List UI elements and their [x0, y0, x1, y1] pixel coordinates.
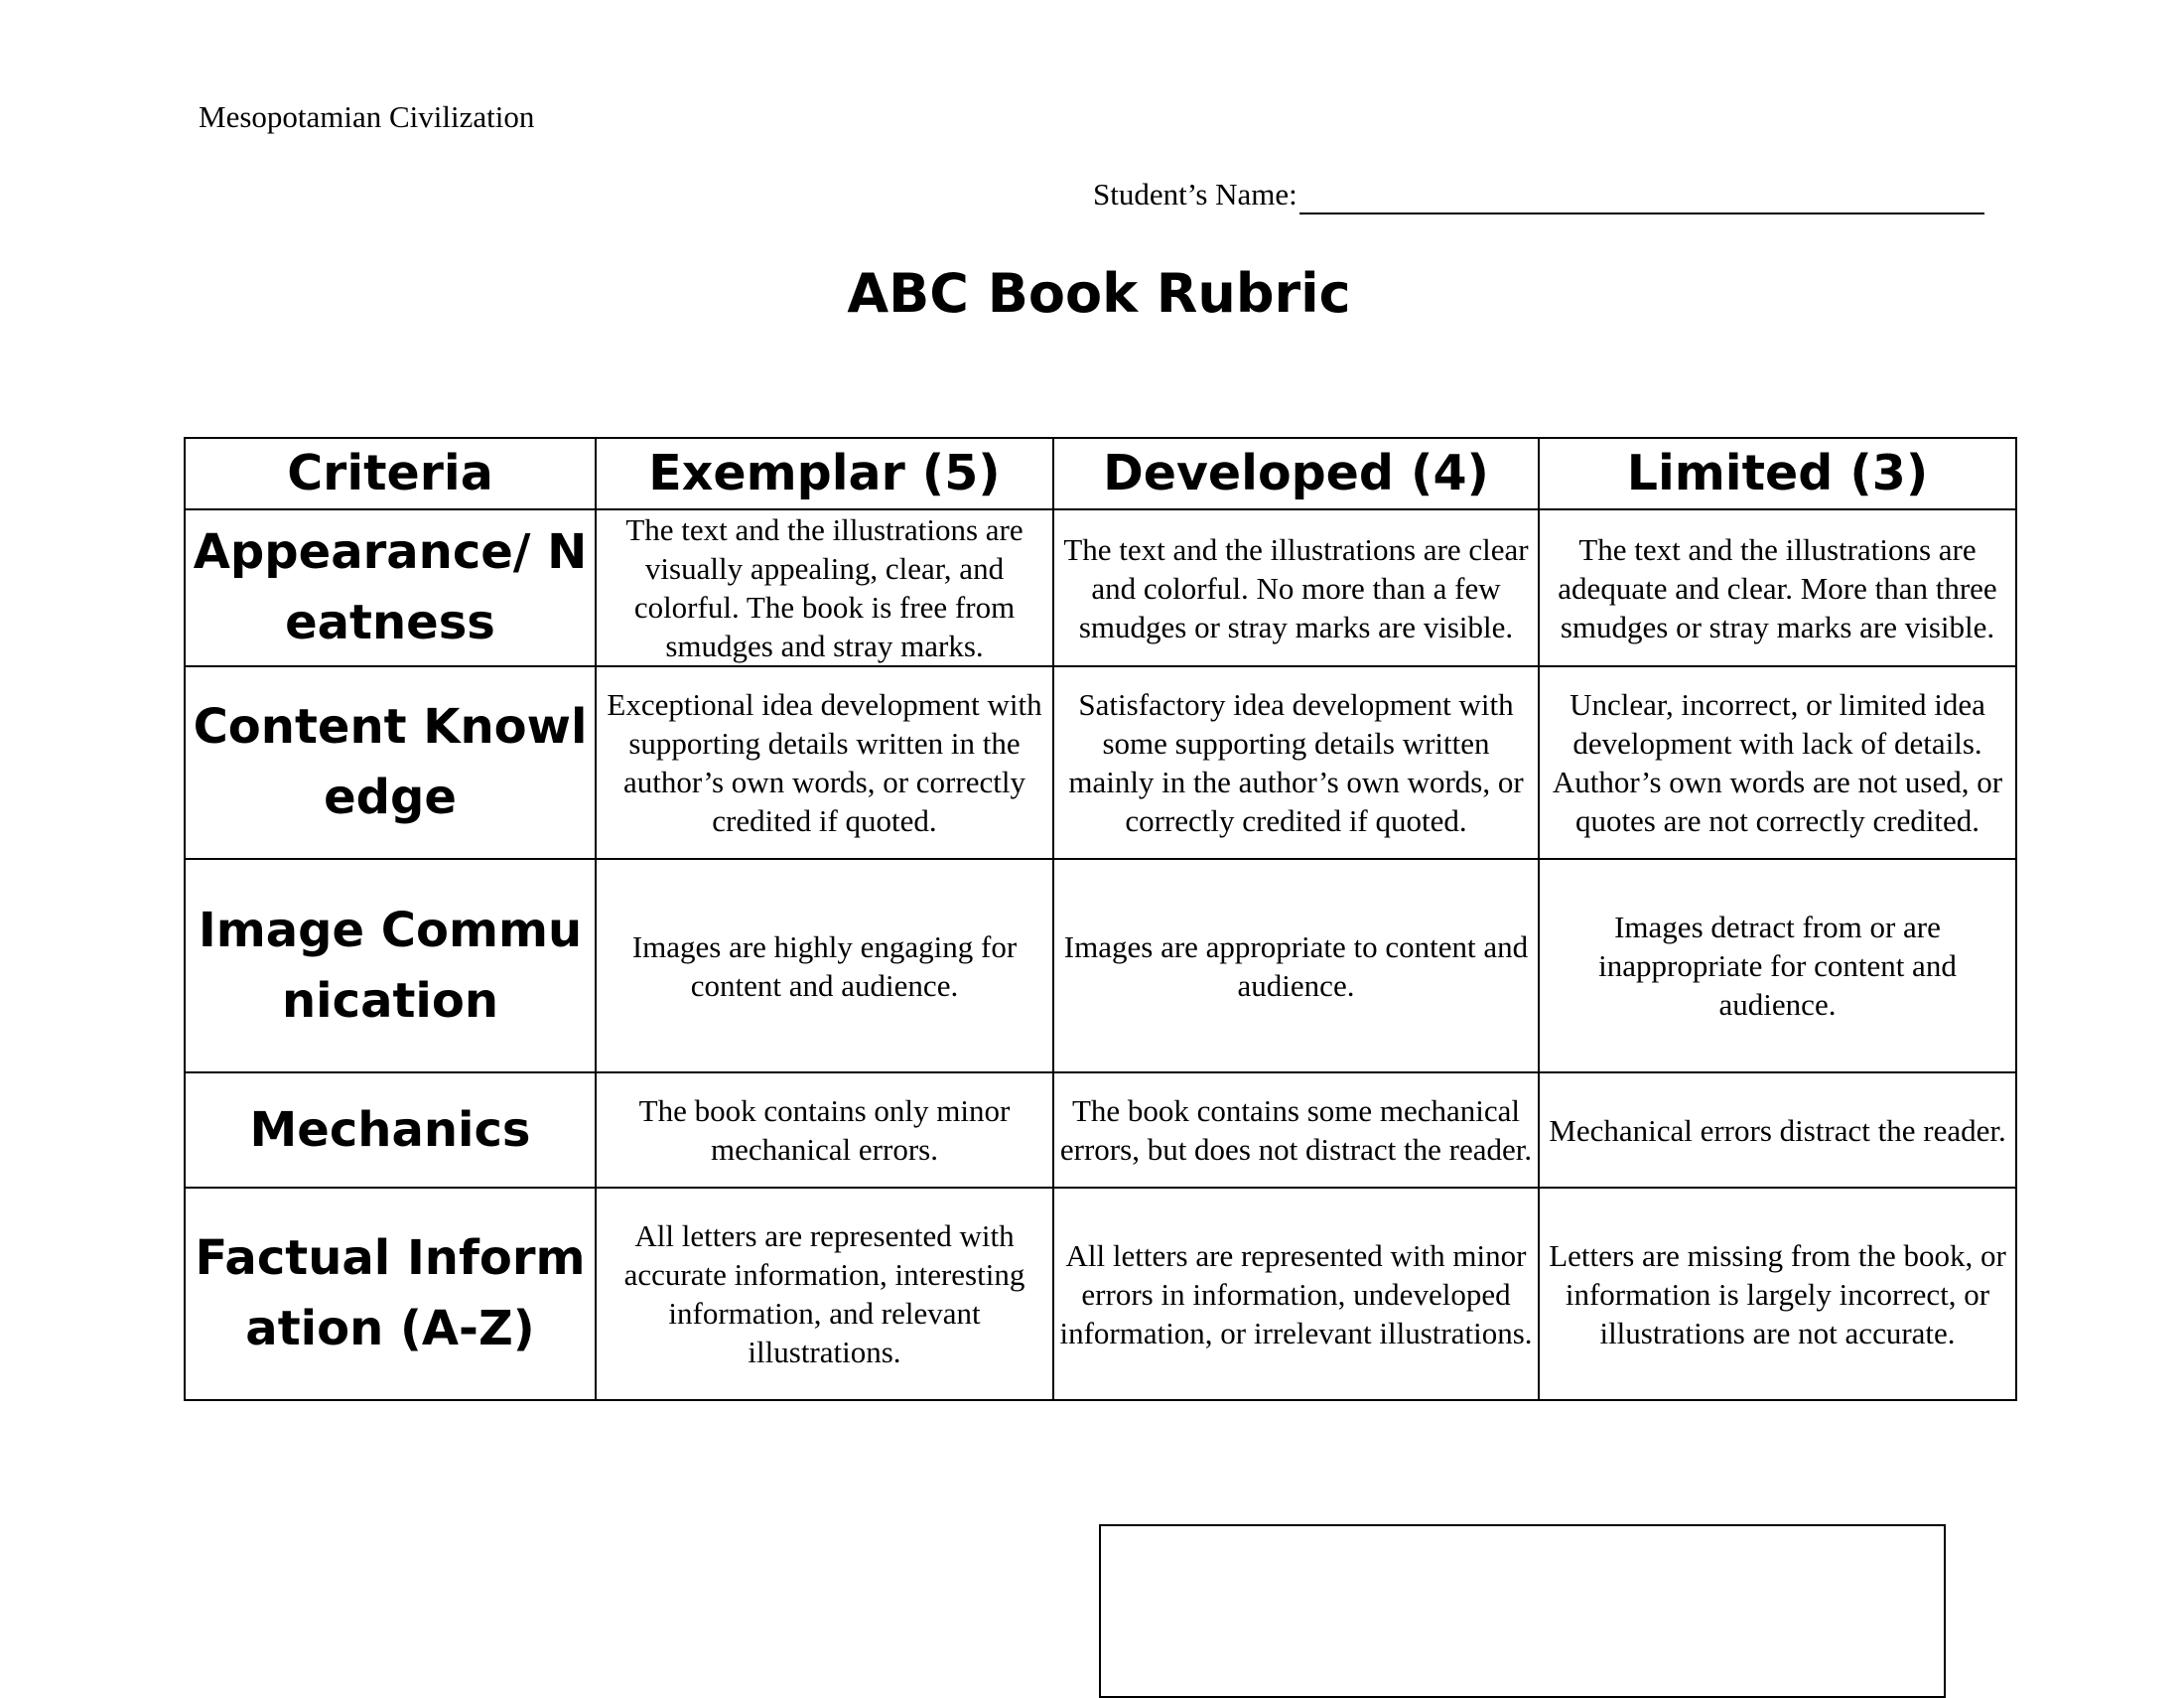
exemplar-cell: The text and the illustrations are visually appealing, clear, and colorful. The book is free from smudges and stray marks. — [596, 509, 1053, 666]
student-name-label: Student’s Name: — [1093, 177, 1297, 212]
developed-cell: The book contains some mechanical errors, but does not distract the reader. — [1053, 1072, 1539, 1188]
score-box — [1099, 1524, 1946, 1698]
developed-cell: All letters are represented with minor errors in information, undeveloped information, or irrelevant illustrations. — [1053, 1188, 1539, 1400]
exemplar-cell: Images are highly engaging for content and audience. — [596, 859, 1053, 1072]
student-name-blank — [1299, 183, 1984, 214]
table-row — [185, 1188, 2016, 1400]
limited-cell: Mechanical errors distract the reader. — [1539, 1072, 2016, 1188]
column-header-limited: Limited (3) — [1539, 438, 2016, 509]
column-header-developed: Developed (4) — [1053, 438, 1539, 509]
developed-cell: Images are appropriate to content and audience. — [1053, 859, 1539, 1072]
document-title: ABC Book Rubric — [847, 262, 1351, 325]
criteria-cell: Image Communication — [185, 859, 596, 1072]
table-row — [185, 859, 2016, 1072]
criteria-cell: Content Knowledge — [185, 666, 596, 859]
rubric-header-row — [185, 438, 2016, 509]
criteria-cell: Factual Information (A-Z) — [185, 1188, 596, 1400]
criteria-cell: Mechanics — [185, 1072, 596, 1188]
developed-cell: Satisfactory idea development with some supporting details written mainly in the author’s own words, or correctly credited if quoted. — [1053, 666, 1539, 859]
column-header-exemplar: Exemplar (5) — [596, 438, 1053, 509]
limited-cell: Unclear, incorrect, or limited idea development with lack of details. Author’s own words are not used, or quotes are not correctly credited. — [1539, 666, 2016, 859]
developed-cell: The text and the illustrations are clear and colorful. No more than a few smudges or stray marks are visible. — [1053, 509, 1539, 666]
course-title: Mesopotamian Civilization — [199, 99, 535, 134]
column-header-criteria: Criteria — [185, 438, 596, 509]
limited-cell: Letters are missing from the book, or information is largely incorrect, or illustrations are not accurate. — [1539, 1188, 2016, 1400]
table-row — [185, 509, 2016, 666]
table-row — [185, 1072, 2016, 1188]
student-name-field — [1093, 175, 1984, 214]
rubric-table — [184, 437, 2017, 1401]
exemplar-cell: The book contains only minor mechanical errors. — [596, 1072, 1053, 1188]
table-row — [185, 666, 2016, 859]
exemplar-cell: All letters are represented with accurate information, interesting information, and relevant illustrations. — [596, 1188, 1053, 1400]
criteria-cell: Appearance/ Neatness — [185, 509, 596, 666]
exemplar-cell: Exceptional idea development with supporting details written in the author’s own words, or correctly credited if quoted. — [596, 666, 1053, 859]
limited-cell: The text and the illustrations are adequate and clear. More than three smudges or stray marks are visible. — [1539, 509, 2016, 666]
limited-cell: Images detract from or are inappropriate for content and audience. — [1539, 859, 2016, 1072]
